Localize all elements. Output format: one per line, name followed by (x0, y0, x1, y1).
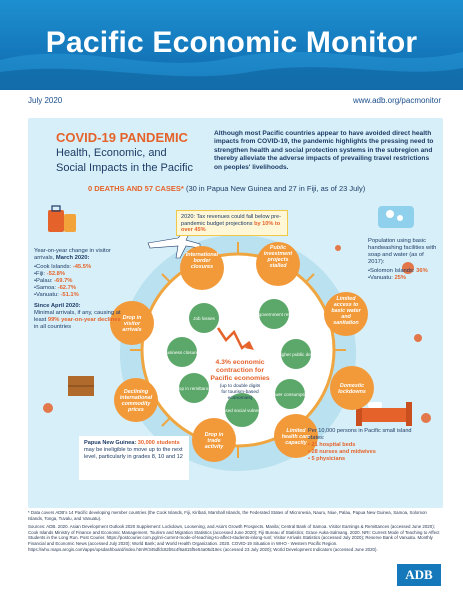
label-business-closures: Business closures (163, 350, 201, 355)
april-title: Since April 2020: (34, 303, 81, 309)
visitor-item: • Fiji: -52.8% (34, 271, 126, 278)
label-job-losses: Job losses (193, 316, 215, 321)
tax-revenue-lead: 2020: Tax revenues could fall below pre-pandemic budget projections (181, 214, 282, 227)
page-title: Pacific Economic Monitor (45, 26, 418, 59)
label-water-sanitation: Limited access to basic water and sanitation (331, 296, 361, 326)
handwashing-lead: Population using basic handwashing facilities with soap and water (as of 2017): (368, 238, 437, 265)
label-public-debt: Higher public debt (277, 352, 315, 357)
png-students-box (79, 436, 189, 480)
handwashing-list (368, 268, 440, 282)
center-line-1: 4.3% economic (215, 359, 265, 366)
center-line-5: for tourism-based (221, 390, 259, 395)
infographic-subheading-2: Social Impacts in the Pacific (56, 162, 193, 174)
data-coverage-note: * Data covers ADB's 14 Pacific developing member countries (the Cook Islands, Fiji, Kiribati, Marshall Islands, the Federated States of Micronesia, Nauru, Niue, Palau, Papua New Guinea, Samoa, Solomon Islands, Tonga, Tuvalu, and Vanuatu). (28, 510, 427, 521)
cases-detail: (30 in Papua New Guinea and 27 in Fiji, as of 23 July) (183, 184, 366, 193)
footer-notes (28, 510, 443, 552)
april-highlight: 99% year-on-year declines (47, 317, 121, 323)
visitor-period: March 2020: (55, 255, 90, 261)
health-item: • 5 physicians (308, 456, 346, 462)
handwashing-item: • Solomon Islands: 36% (368, 268, 440, 275)
label-border-closures: International border closures (185, 252, 219, 270)
center-line-6: economies) (227, 396, 253, 401)
handwashing-item: • Vanuatu: 25% (368, 275, 440, 282)
label-commodity-prices: Declining international commodity prices (119, 389, 153, 413)
infographic-subheading-1: Health, Economic, and (56, 147, 167, 159)
handwashing-box (368, 238, 440, 282)
label-investment-stalled: Public investment projects stalled (263, 245, 293, 269)
health-capacity-box (308, 428, 420, 463)
png-name: Papua New Guinea: (84, 440, 137, 446)
page-header (0, 0, 463, 90)
visitor-lead: Year-on-year change in visitor arrivals, (34, 248, 111, 261)
label-trade-activity: Drop in trade activity (204, 432, 224, 450)
png-text: may be ineligible to move up to the next level, particularly in grades 8, 10 and 12 (84, 446, 183, 460)
website-link[interactable]: www.adb.org/pacmonitor (352, 96, 441, 105)
health-item: • 21 hospital beds (308, 442, 356, 448)
visitor-arrivals-box (34, 248, 126, 331)
shipping-crate-icon (68, 376, 94, 396)
visitor-list (34, 264, 126, 299)
health-item: • 28 nurses and midwives (308, 449, 376, 455)
sources-text: Sources: ADB. 2020. Asian Development Outlook 2020 Supplement: Lockdown, Loosening, and Asia's Growth Prospects. Manila; Central Bank of Samoa. Visitor Earnings & Remittances (accessed June 2020); Cook Islands Ministry of Finance and Economic Management. Tourism and Migration Statistics (accessed June 2020); Fiji Bureau of Statistics; Grace Auka-Salmang. 2020. NRI: Current Mode of Teaching to Affect Students in the Long Run. Post Courier. https://postcourier.com.pg/nri-current-mode-of-teaching-to-affect-students-inlong-run/; Visitor Arrivals Statistics (accessed July 2020); Reserve Bank of Vanuatu. Monthly Financial and Economic News (accessed July 2020); World Bank; and World Health Organization. 2020. COVID-19 Situation in WHO - Western Pacific Region. https://who.maps.arcgis.com/apps/opsdashboard/index.html#/345dfdc82b5c4f6a815f5e54a05d18ec (accessed 23 July 2020); World Development Indicators (accessed June 2020). (28, 524, 440, 552)
intro-paragraph: Although most Pacific countries appear to have avoided direct health impacts from COVID-19, the pandemic highlights the pressing need to strengthen health and social protection systems in the subregion and thereby alleviate the adverse impacts of prevailing travel restrictions on peoples' livelihoods. (214, 130, 434, 171)
cases-highlight: 0 DEATHS AND 57 CASES* (88, 184, 184, 193)
handwashing-icon (378, 206, 414, 228)
tax-revenue-value: by 10% to over 45% (181, 220, 281, 234)
infographic-panel (28, 118, 443, 508)
april-tail: in all countries (34, 324, 72, 330)
png-value: 30,000 students (137, 440, 180, 446)
health-lead: Per 10,000 persons in Pacific small island states: (308, 428, 412, 441)
april-text: Minimal arrivals, if any, causing at least (34, 310, 121, 323)
label-health-capacity: Limited health care capacity (281, 428, 311, 446)
issue-date: July 2020 (28, 96, 63, 105)
infographic-heading: COVID-19 PANDEMIC (56, 130, 188, 145)
center-line-3: Pacific economies (210, 375, 270, 382)
label-lower-revenues: Lower government revenues (244, 312, 304, 317)
label-social-vulnerability: Increased social vulnerability (212, 408, 272, 413)
visitor-item: • Samoa: -62.7% (34, 285, 126, 292)
center-line-2: contraction for (216, 367, 264, 374)
label-remittances: Drop in remittances (174, 386, 214, 391)
label-domestic-lockdowns: Domestic lockdowns (338, 383, 366, 395)
visitor-item: • Cook Islands: -45.5% (34, 264, 126, 271)
label-lower-consumption: Lower consumption (270, 392, 310, 397)
tax-revenue-box (176, 210, 288, 236)
subheader-bar (0, 90, 463, 112)
visitor-item: • Palau: -69.7% (34, 278, 126, 285)
center-line-4: (up to double digits (219, 384, 261, 389)
adb-logo: ADB (397, 564, 441, 586)
label-visitor-arrivals: Drop in visitor arrivals (122, 315, 142, 333)
luggage-icon (48, 206, 76, 232)
visitor-item: • Vanuatu: -51.1% (34, 292, 126, 299)
